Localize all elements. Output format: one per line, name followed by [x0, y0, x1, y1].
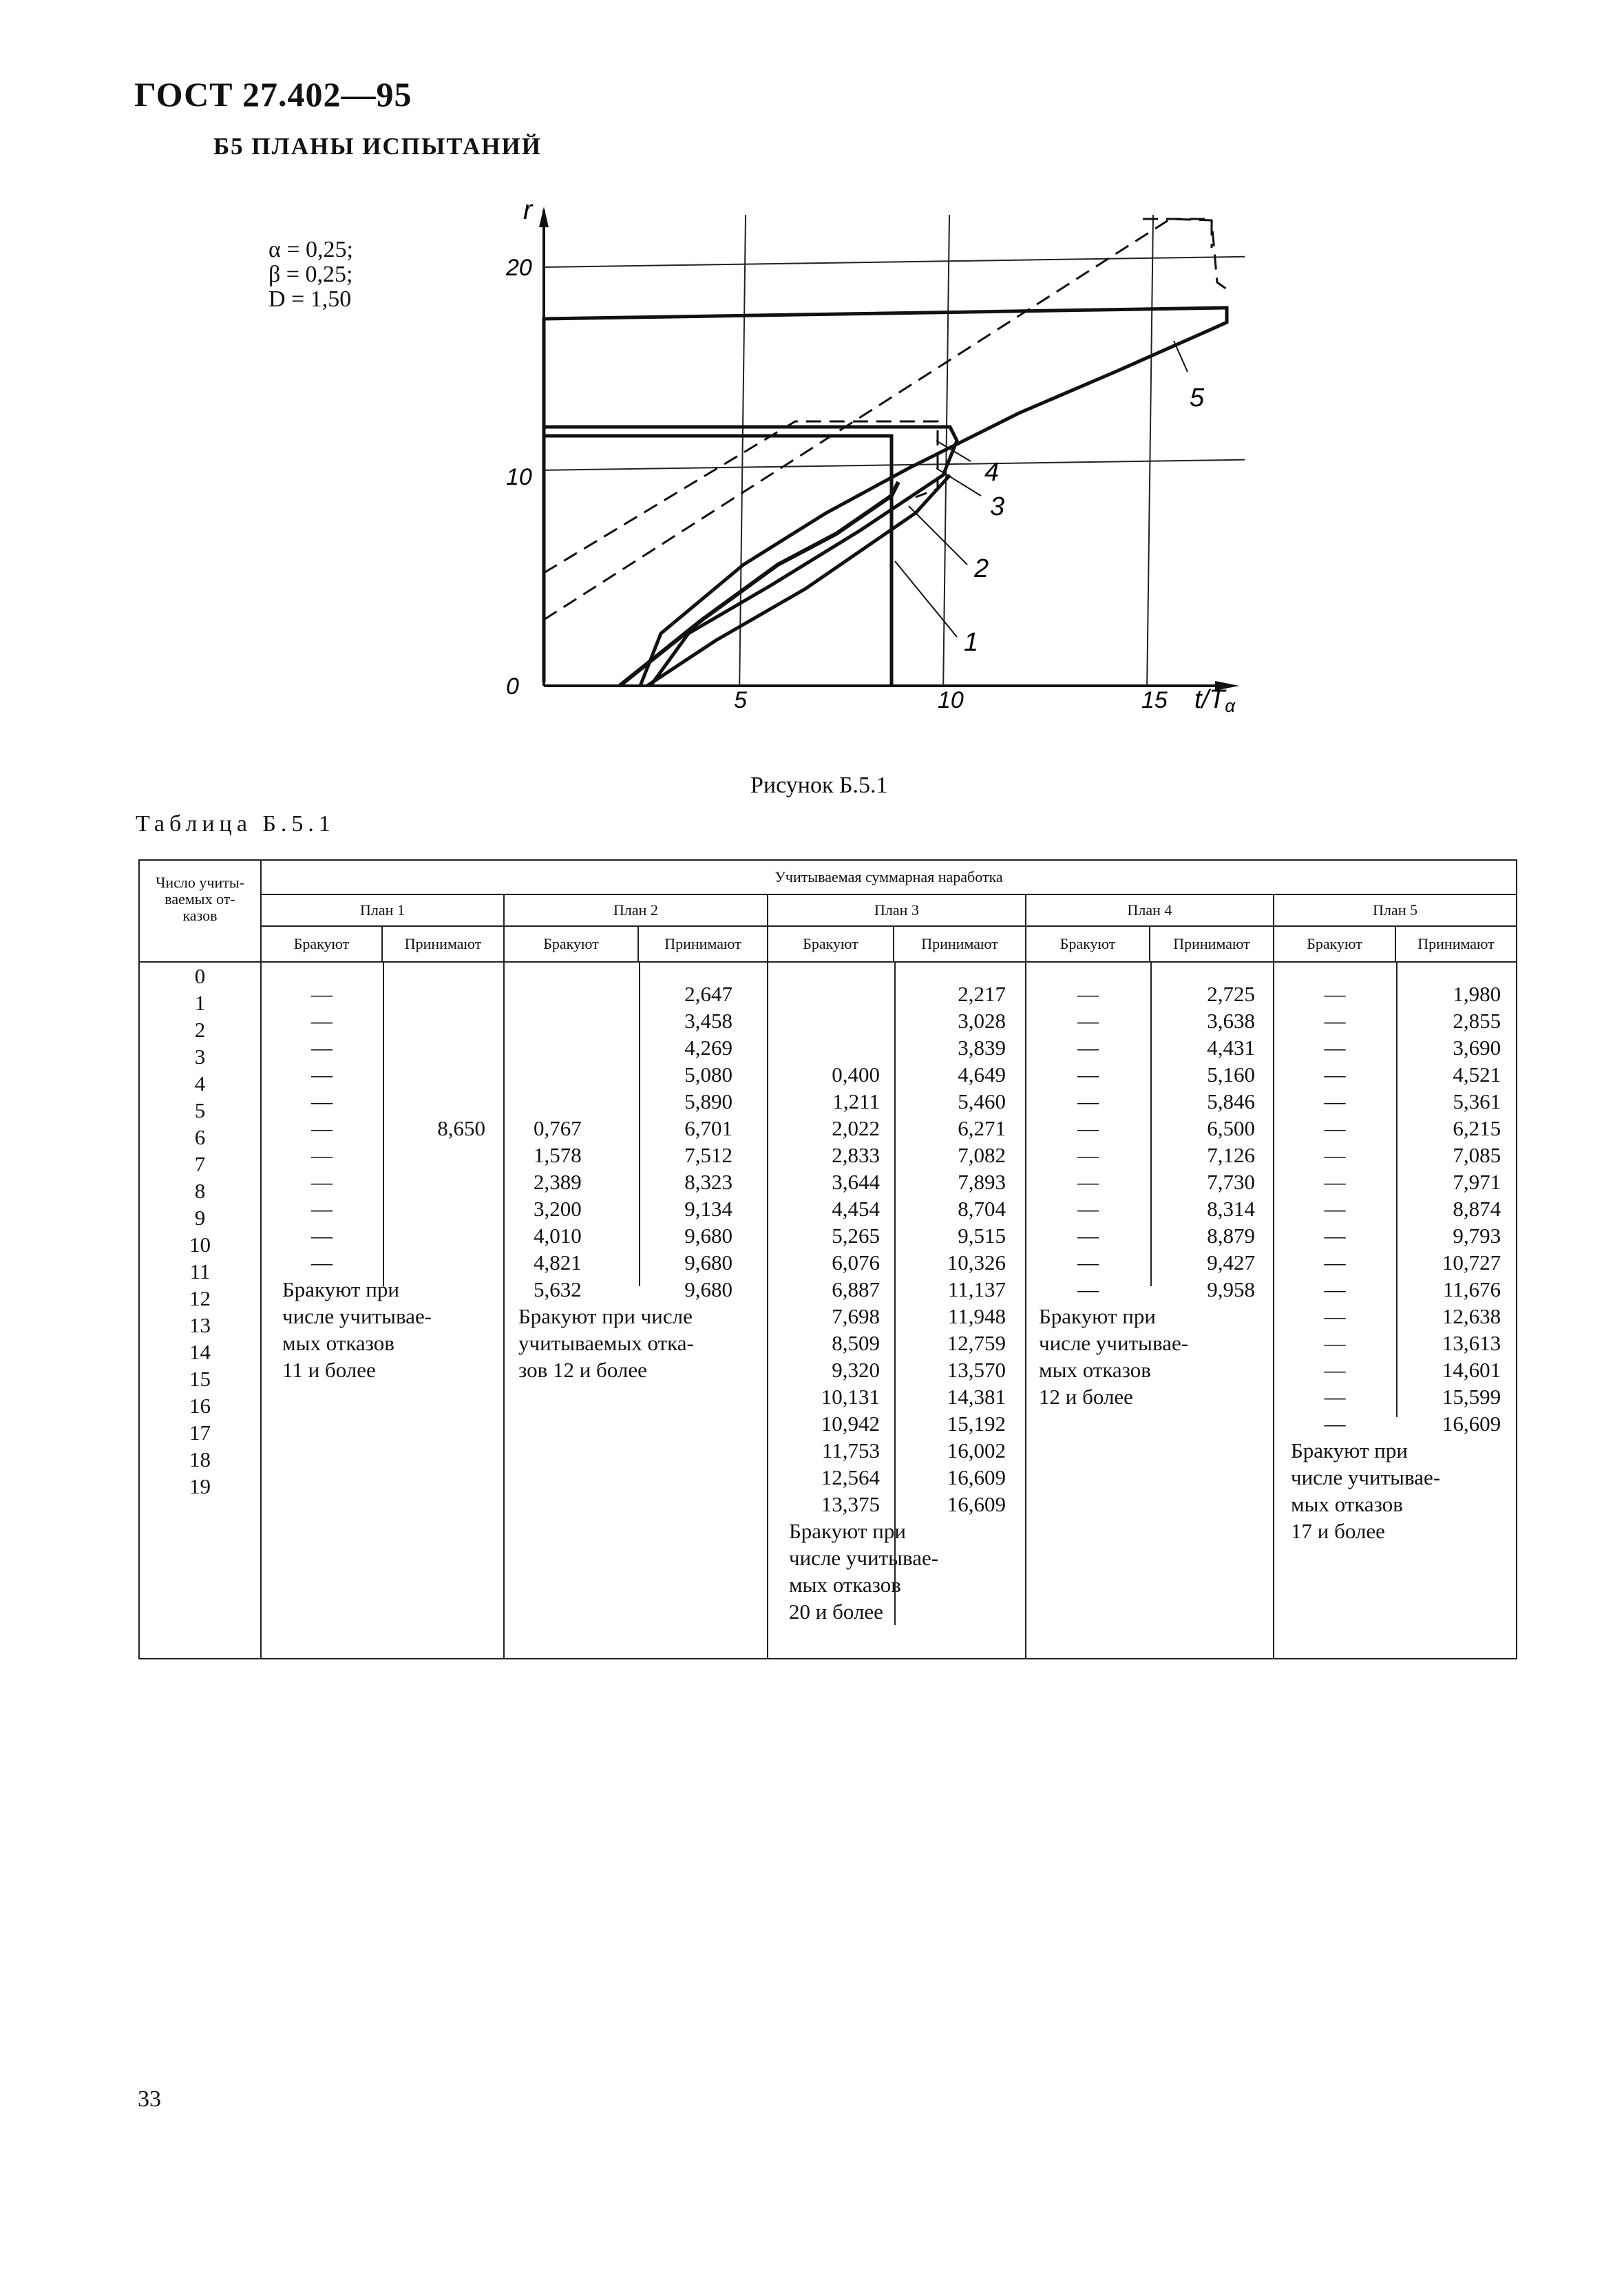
plan3-note [768, 1518, 1025, 1625]
plan2-reject-header: Бракуют [504, 926, 638, 962]
plan4-accept-value: 8,879 [1207, 1224, 1255, 1248]
plan3-accept-value: 9,515 [958, 1224, 1006, 1248]
failure-count: 4 [194, 1071, 206, 1095]
plan5-accept-value: 1,980 [1453, 982, 1501, 1006]
plan4-reject-value: — [1077, 1277, 1099, 1301]
plan1-note-line: 11 и более [282, 1358, 376, 1382]
failure-count: 1 [194, 991, 206, 1015]
plan3-accept-value: 6,271 [958, 1116, 1006, 1140]
plan3-accept-header: Принимают [894, 926, 1026, 962]
gridline-h [544, 460, 1245, 470]
failures-column [139, 962, 261, 1659]
plan1-header: План 1 [261, 894, 504, 926]
failure-count: 19 [189, 1474, 211, 1498]
series-label-3: 3 [990, 492, 1005, 521]
plan5-accept-header: Принимают [1395, 926, 1517, 962]
failure-count: 0 [194, 964, 206, 988]
plan3-reject-value: 0,400 [832, 1062, 880, 1087]
standard-title: ГОСТ 27.402—95 [134, 75, 412, 114]
plan4-accept-value: 9,427 [1207, 1250, 1255, 1275]
plan3-reject-value: 10,131 [821, 1385, 880, 1409]
plan2-note-line: Бракуют при числе [518, 1304, 693, 1328]
plan5-reject-value: — [1324, 1304, 1346, 1328]
y-axis-label: r [523, 195, 533, 225]
failure-count: 16 [189, 1394, 211, 1418]
page-number: 33 [138, 2086, 161, 2112]
plan5-reject-value: — [1324, 1036, 1346, 1060]
plan2-accept-value: 3,458 [684, 1009, 732, 1033]
failure-count: 9 [194, 1206, 206, 1230]
test-plans-table [138, 859, 1517, 1659]
plan2-reject-value [534, 1061, 638, 1088]
plan4-note-line: 12 и более [1039, 1385, 1133, 1409]
plan4-accept-value: 3,638 [1207, 1009, 1255, 1033]
leader-line [895, 561, 957, 637]
plan5-reject-value: — [1324, 1143, 1346, 1167]
plan4-reject-value: — [1077, 1062, 1099, 1087]
plan5-reject-value: — [1324, 1412, 1346, 1436]
leader-line [909, 506, 967, 565]
plan1-reject-value: — [310, 1062, 333, 1087]
plan1-reject-value: — [310, 1250, 333, 1275]
plan5-reject-value: — [1324, 1009, 1346, 1033]
plan5-accept-value: 5,361 [1453, 1089, 1501, 1113]
y-tick-label: 20 [506, 255, 532, 281]
plan1-reject-value: — [310, 1009, 333, 1033]
plan4-reject-value: — [1077, 1197, 1099, 1221]
plan3-note-line: 20 и более [789, 1600, 883, 1624]
x-tick-label: 5 [734, 687, 747, 713]
plan4-reject-value: — [1077, 1089, 1099, 1113]
failure-count: 5 [194, 1098, 206, 1122]
plan5-accept-value: 12,638 [1442, 1304, 1501, 1328]
plan5-reject-value: — [1324, 1089, 1346, 1113]
plan5-reject-value: — [1324, 1250, 1346, 1275]
plan2-accept-value: 6,701 [684, 1116, 732, 1140]
series-3-lower [647, 475, 950, 686]
plan3-body [768, 962, 1026, 1659]
plan4-accept-value: 5,160 [1207, 1062, 1255, 1087]
plan2-body [504, 962, 768, 1659]
test-plan-chart [0, 0, 1624, 764]
plan4-accept-value: 5,846 [1207, 1089, 1255, 1113]
section-title: Б5 ПЛАНЫ ИСПЫТАНИЙ [213, 133, 542, 160]
plan5-note [1274, 1437, 1516, 1544]
series-label-1: 1 [964, 628, 979, 657]
series-1-frame [544, 436, 892, 686]
plan3-accept-value: 7,893 [958, 1170, 1006, 1194]
plan2-reject-value: 4,821 [534, 1250, 582, 1275]
plan3-accept-value: 16,609 [947, 1492, 1006, 1516]
plan3-accept-value: 5,460 [958, 1089, 1006, 1113]
plan5-accept-value: 7,971 [1453, 1170, 1501, 1194]
plan5-body [1274, 962, 1517, 1659]
x-tick-label: 10 [938, 687, 964, 713]
plan1-reject-value: — [310, 1197, 333, 1221]
plan4-reject-value: — [1077, 1224, 1099, 1248]
plan2-note-line: учитываемых отка- [518, 1331, 694, 1355]
series-label-2: 2 [974, 554, 989, 583]
plan2-accept-value: 9,680 [684, 1224, 732, 1248]
plan5-accept-value: 14,601 [1442, 1358, 1501, 1382]
plan2-reject-value [534, 1034, 638, 1061]
failure-count: 18 [189, 1447, 211, 1471]
series-3 [544, 427, 957, 686]
failure-count: 17 [189, 1420, 211, 1445]
plan4-header: План 4 [1026, 894, 1274, 926]
plan3-reject-value [768, 1034, 880, 1061]
plan4-accept-value: 8,314 [1207, 1197, 1255, 1221]
failure-count: 3 [194, 1045, 206, 1069]
param-d: D = 1,50 [268, 286, 352, 312]
failure-count: 6 [194, 1125, 206, 1149]
plan3-reject-value: 11,753 [821, 1438, 880, 1462]
failure-count: 13 [189, 1313, 211, 1337]
failures-header: Число учиты- ваемых от- казов [139, 860, 261, 962]
plan2-accept-header: Принимают [638, 926, 768, 962]
plan5-note-line: мых отказов [1291, 1492, 1403, 1516]
plan3-accept-value: 2,217 [958, 982, 1006, 1006]
plan2-reject-value [534, 1007, 638, 1034]
plan5-accept-value: 10,727 [1442, 1250, 1501, 1275]
plan1-accept-header: Принимают [382, 926, 504, 962]
plan2-accept-value: 9,680 [684, 1250, 732, 1275]
plan4-reject-value: — [1077, 1170, 1099, 1194]
plan5-accept-value: 3,690 [1453, 1036, 1501, 1060]
leader-line [1174, 341, 1188, 372]
plan3-reject-value: 4,454 [832, 1197, 880, 1221]
plan3-accept-value: 7,082 [958, 1143, 1006, 1167]
plan4-reject-value: — [1077, 1143, 1099, 1167]
plan3-reject-value: 6,887 [832, 1277, 880, 1301]
series-5 [544, 308, 1227, 686]
plan1-reject-value: — [310, 1143, 333, 1167]
plan4-note-line: числе учитывае- [1039, 1331, 1189, 1355]
param-alpha: α = 0,25; [268, 237, 353, 262]
plan1-reject-value: — [310, 1224, 333, 1248]
plan1-note-line: мых отказов [282, 1331, 394, 1355]
plan2-note-line: зов 12 и более [518, 1358, 647, 1382]
plan5-note-line: 17 и более [1291, 1519, 1385, 1543]
plan1-accept-value: 8,650 [437, 1116, 485, 1140]
y-axis-arrow [539, 207, 549, 227]
plan5-reject-header: Бракуют [1274, 926, 1395, 962]
plan4-accept-value: 9,958 [1207, 1277, 1255, 1301]
plan5-accept-value: 8,874 [1453, 1197, 1501, 1221]
plan4-reject-value: — [1077, 1116, 1099, 1140]
x-axis-label: t/Tα [1194, 685, 1236, 716]
plan5-accept-value: 15,599 [1442, 1385, 1501, 1409]
table-caption: Таблица Б.5.1 [136, 811, 335, 837]
gridline-v [1147, 215, 1153, 686]
plan1-reject-value: — [310, 1036, 333, 1060]
plan3-reject-value: 1,211 [832, 1089, 880, 1113]
plan5-accept-value: 2,855 [1453, 1009, 1501, 1033]
plan2-accept-value: 4,269 [684, 1036, 732, 1060]
plan2-reject-value: 3,200 [534, 1197, 582, 1221]
plan2-accept-value: 9,134 [684, 1197, 732, 1221]
plan3-reject-value: 2,022 [832, 1116, 880, 1140]
plan3-accept-value: 16,609 [947, 1465, 1006, 1489]
series-1-line [620, 482, 898, 686]
failure-count: 10 [189, 1233, 211, 1257]
plan5-reject-value: — [1324, 1331, 1346, 1355]
plan2-accept-value: 7,512 [684, 1143, 732, 1167]
plan5-reject-value: — [1324, 1197, 1346, 1221]
plan4-reject-value: — [1077, 982, 1099, 1006]
plan5-reject-value: — [1324, 1358, 1346, 1382]
plan2-reject-value: 5,632 [534, 1277, 582, 1301]
plan3-reject-value: 7,698 [832, 1304, 880, 1328]
plan2-reject-value: 4,010 [534, 1224, 582, 1248]
plan4-accept-value: 4,431 [1207, 1036, 1255, 1060]
plan3-accept-value: 13,570 [947, 1358, 1006, 1382]
plan5-accept-value: 11,676 [1442, 1277, 1501, 1301]
plan5-note-line: числе учитывае- [1291, 1465, 1441, 1489]
plan4-note [1026, 1303, 1273, 1410]
failure-count: 2 [194, 1018, 206, 1042]
plan3-reject-header: Бракуют [768, 926, 894, 962]
plan1-reject-value: — [310, 1089, 333, 1113]
plan2-header: План 2 [504, 894, 768, 926]
plan5-reject-value: — [1324, 1170, 1346, 1194]
plan5-accept-value: 4,521 [1453, 1062, 1501, 1087]
plan4-note-line: Бракуют при [1039, 1304, 1156, 1328]
plan3-accept-value: 15,192 [947, 1412, 1006, 1436]
x-tick-label: 15 [1141, 687, 1168, 713]
plan3-reject-value: 9,320 [832, 1358, 880, 1382]
plan4-note-line: мых отказов [1039, 1358, 1151, 1382]
plan5-note-line: Бракуют при [1291, 1438, 1408, 1462]
plan1-body [261, 962, 504, 1659]
plan5-accept-value: 7,085 [1453, 1143, 1501, 1167]
plan2-reject-value: 0,767 [534, 1116, 582, 1140]
plan3-reject-value: 2,833 [832, 1143, 880, 1167]
plan4-accept-value: 7,730 [1207, 1170, 1255, 1194]
plan4-reject-value: — [1077, 1009, 1099, 1033]
plan3-accept-value: 3,839 [958, 1036, 1006, 1060]
y-tick-label: 0 [506, 673, 519, 700]
failure-count: 15 [189, 1367, 211, 1391]
plan5-reject-value: — [1324, 1385, 1346, 1409]
plan5-reject-value: — [1324, 1062, 1346, 1087]
plan4-body [1026, 962, 1274, 1659]
figure-caption: Рисунок Б.5.1 [750, 773, 888, 798]
plan2-note [505, 1303, 767, 1383]
plan2-reject-value [534, 1088, 638, 1115]
plan3-accept-value: 3,028 [958, 1009, 1006, 1033]
failure-count: 7 [194, 1152, 206, 1176]
plan5-reject-value: — [1324, 1116, 1346, 1140]
plan1-note-line: числе учитывае- [282, 1304, 432, 1328]
failure-count: 11 [189, 1259, 211, 1283]
plan2-reject-value: 2,389 [534, 1170, 582, 1194]
plan4-accept-header: Принимают [1150, 926, 1274, 962]
plan3-note-line: числе учитывае- [789, 1546, 939, 1570]
plan5-header: План 5 [1274, 894, 1517, 926]
plan3-reject-value: 10,942 [821, 1412, 880, 1436]
plan1-reject-value: — [310, 982, 333, 1006]
plan2-accept-value: 5,080 [684, 1062, 732, 1087]
operating-time-header: Учитываемая суммарная наработка [261, 860, 1517, 894]
failure-count: 8 [194, 1179, 206, 1203]
plan3-note-line: Бракуют при [789, 1519, 906, 1543]
plan3-accept-value: 14,381 [947, 1385, 1006, 1409]
plan3-reject-value: 12,564 [821, 1465, 880, 1489]
plan2-accept-value: 5,890 [684, 1089, 732, 1113]
plan2-accept-value: 2,647 [684, 982, 732, 1006]
param-beta: β = 0,25; [268, 262, 353, 287]
plan3-reject-value: 3,644 [832, 1170, 880, 1194]
plan3-reject-value: 6,076 [832, 1250, 880, 1275]
plan3-accept-value: 11,948 [947, 1304, 1006, 1328]
plan3-reject-value: 13,375 [821, 1492, 880, 1516]
plan3-note-line: мых отказов [789, 1573, 901, 1597]
gridline-v [739, 215, 746, 686]
series-label-4: 4 [984, 458, 1000, 487]
plan3-accept-value: 4,649 [958, 1062, 1006, 1087]
plan2-accept-value: 9,680 [684, 1277, 732, 1301]
plan2-reject-value: 1,578 [534, 1143, 582, 1167]
series-4 [544, 219, 1227, 620]
plan1-note [262, 1276, 503, 1383]
plan4-accept-value: 2,725 [1207, 982, 1255, 1006]
plan5-reject-value: — [1324, 982, 1346, 1006]
plan3-reject-value: 8,509 [832, 1331, 880, 1355]
plan1-reject-value: — [310, 1116, 333, 1140]
y-tick-label: 10 [506, 464, 532, 490]
plan3-reject-value [768, 981, 880, 1007]
plan2-accept-value: 8,323 [684, 1170, 732, 1194]
plan3-accept-value: 12,759 [947, 1331, 1006, 1355]
plan3-accept-value: 16,002 [947, 1438, 1006, 1462]
plan1-reject-value: — [310, 1170, 333, 1194]
plan5-accept-value: 6,215 [1453, 1116, 1501, 1140]
plan3-accept-value: 8,704 [958, 1197, 1006, 1221]
plan3-header: План 3 [768, 894, 1026, 926]
gridline-h [544, 257, 1245, 267]
plan4-reject-header: Бракуют [1026, 926, 1150, 962]
plan4-accept-value: 6,500 [1207, 1116, 1255, 1140]
plan5-accept-value: 13,613 [1442, 1331, 1501, 1355]
plan5-reject-value: — [1324, 1224, 1346, 1248]
plan4-reject-value: — [1077, 1250, 1099, 1275]
plan3-reject-value: 5,265 [832, 1224, 880, 1248]
plan4-reject-value: — [1077, 1036, 1099, 1060]
failure-count: 14 [189, 1340, 211, 1364]
plan3-accept-value: 10,326 [947, 1250, 1006, 1275]
plan5-reject-value: — [1324, 1277, 1346, 1301]
plan3-accept-value: 11,137 [947, 1277, 1006, 1301]
plan1-reject-header: Бракуют [261, 926, 382, 962]
series-label-5: 5 [1190, 384, 1205, 412]
plan4-accept-value: 7,126 [1207, 1143, 1255, 1167]
plan1-note-line: Бракуют при [282, 1277, 399, 1301]
failure-count: 12 [189, 1286, 211, 1310]
plan5-accept-value: 16,609 [1442, 1412, 1501, 1436]
plan2-reject-value [534, 981, 638, 1007]
plan3-reject-value [768, 1007, 880, 1034]
plan5-accept-value: 9,793 [1453, 1224, 1501, 1248]
